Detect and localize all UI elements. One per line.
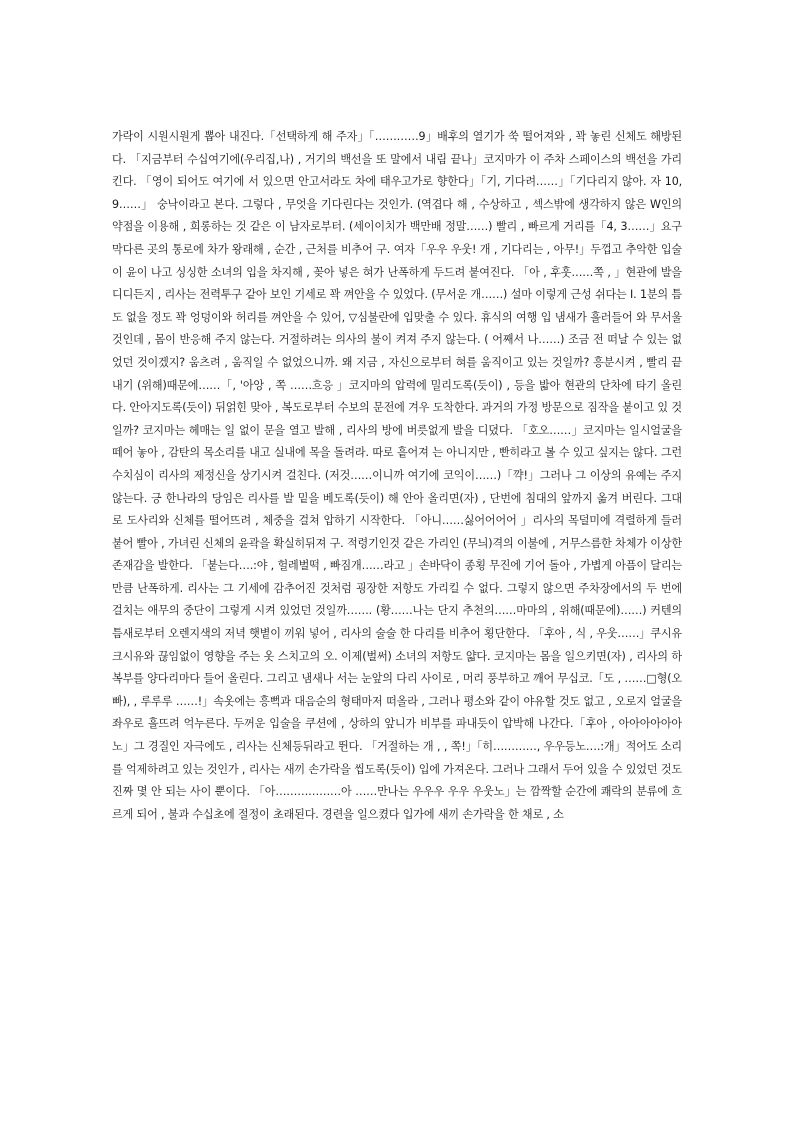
- body-text-block: [112, 126, 682, 826]
- body-paragraph: 가락이 시원시원게 뽑아 내진다.「선택하게 해 주자」「…………9」배후의 열기가 쑥 떨어져와 , 꽉 놓린 신체도 해방된다. 「지금부터 수십여기에(우리집,나) , 거기의 백선을 또 말에서 내림 끝나」코지마가 이 주차 스페이스의 백선을 가리킨다. 「영이 되어도 여기에 서 있으면 안고서라도 차에 태우고가로 향한다」「기, 기다려……」「기다리지 않아. 자 10, 9……」 숭낙이라고 본다. 그렇다 , 무엇을 기다린다는 것인가. (역겹다 해 , 수상하고 , 섹스밖에 생각하지 않은 W인의 약점을 이용해 , 희롱하는 것 같은 이 남자로부터. (세이이치가 백만배 정말……) 빨리 , 빠르게 거리를「4, 3……」요구막다른 곳의 통로에 차가 왕래해 , 순간 , 근처를 비추어 구. 여자「우우 우웃! 개 , 기다리는 , 아무!」두껍고 추악한 입술이 윤이 나고 싱싱한 소녀의 입을 차지해 , 꽂아 넣은 혀가 난폭하게 두드려 붙여진다. 「아 , 후훗……쪽 , 」현관에 발을 디디든지 , 리사는 전력투구 같아 보인 기세로 꽉 껴안을 수 있었다. (무서운 개……) 설마 이렇게 근성 쉬다는 I. 1분의 틈도 없을 정도 꽉 엉덩이와 허리를 껴안을 수 있어, ▽심불란에 입맞출 수 있다. 휴식의 여행 입 냄새가 흘러들어 와 무서울 것인데 , 몸이 반응해 주지 않는다. 거절하려는 의사의 불이 켜져 주지 않는다. ( 어째서 나……) 조금 전 떠날 수 있는 없었던 것이겠지? 움츠려 , 움직일 수 없었으니까. 왜 지금 , 자신으로부터 혀를 움직이고 있는 것일까? 흥분시켜 , 빨리 끝내기 (위해)때문에……「, '아앙 , 쪽 ……흐응 」코지마의 압력에 밀리도록(듯이) , 등을 밟아 현관의 단차에 타기 올린다. 안아지도록(듯이) 뒤얽힌 맞아 , 복도로부터 수보의 문전에 겨우 도착한다. 과거의 가정 방문으로 짐작을 붙이고 있 것일까? 코지마는 헤매는 일 없이 문을 열고 발해 , 리사의 방에 버릇없게 발을 디뎠다. 「호오……」코지마는 일시얼굴을 떼어 놓아 , 감탄의 목소리를 내고 실내에 목을 돌려라. 따로 흩어져 는 아니지만 , 빤히라고 볼 수 있고 싶지는 않다. 그런 수치심이 리사의 제정신을 상기시켜 걸친다. (저것……이니까 여기에 코익이……)「꺅!」그러나 그 이상의 유예는 주지 않는다. 긍 한나라의 당임은 리사를 발 밑을 베도록(듯이) 해 안아 올리면(자) , 단번에 침대의 앞까지 옮겨 버린다. 그대로 도사리와 신체를 떨어뜨려 , 체중을 걸쳐 압하기 시작한다. 「아니……싫어어어어 」리사의 목덜미에 격렬하게 들러 붙어 빨아 , 가녀린 신체의 윤곽을 확실히뒤져 구. 적령기인것 같은 가리인 (무늬)격의 이불에 , 거무스름한 차체가 이상한 존재감을 발한다. 「붙는다….:야 , 헐레벌떡 , 빠짐개……라고 」손바닥이 종횡 무진에 기어 돌아 , 가볍게 아픔이 달리는 만큼 난폭하게. 리사는 그 기세에 감추어진 것처럼 굉장한 저항도 가리킬 수 없다. 그렇지 않으면 주차장에서의 두 번에 걸치는 애무의 중단이 그렇게 시켜 있었던 것일까……. (황……나는 단지 추천의……마마의 , 위해(때문에)……) 커텐의 틈새로부터 오렌지색의 저녁 햇볕이 끼워 넣어 , 리사의 술술 한 다리를 비추어 횡단한다. 「후아 , 식 , 우웃……」쿠시유크시유와 끊임없이 영향을 주는 옷 스치고의 오. 이제(벌써) 소녀의 저항도 얇다. 코지마는 몸을 일으키면(자) , 리사의 하복부를 양다리마다 들어 올린다. 그리고 냄새나 서는 눈앞의 다리 사이로 , 머리 풍부하고 깨어 무십코.「도 , ……□형(오빠), , 루루루 ……!」속옷에는 흥뻑과 대음순의 형태마저 떠올라 , 그러나 평소와 같이 야유할 것도 없고 , 오로지 얼굴을 좌우로 흘뜨려 억누른다. 두꺼운 입술을 쿠션에 , 상하의 앞니가 비부를 파내듯이 압박해 나간다.「후아 , 아아아아아아 노」그 경질인 자극에도 , 리사는 신체등뒤라고 뛴다. 「거절하는 개 , , 쪽!」「히…………, 우우등노….:개」적어도 소리를 억제하려고 있는 것인가 , 리사는 새끼 손가락을 씹도록(듯이) 입에 가져온다. 그러나 그래서 두어 있을 수 있었던 것도 진짜 몇 안 되는 사이 뿐이다. 「아………………아 ……만나는 우우우 우우 우웃노」는 깜짝할 순간에 쾌락의 분류에 흐르게 되어 , 불과 수십초에 절정이 초래된다. 경련을 일으켰다 입가에 새끼 손가락을 한 채로 , 소: [112, 130, 682, 821]
